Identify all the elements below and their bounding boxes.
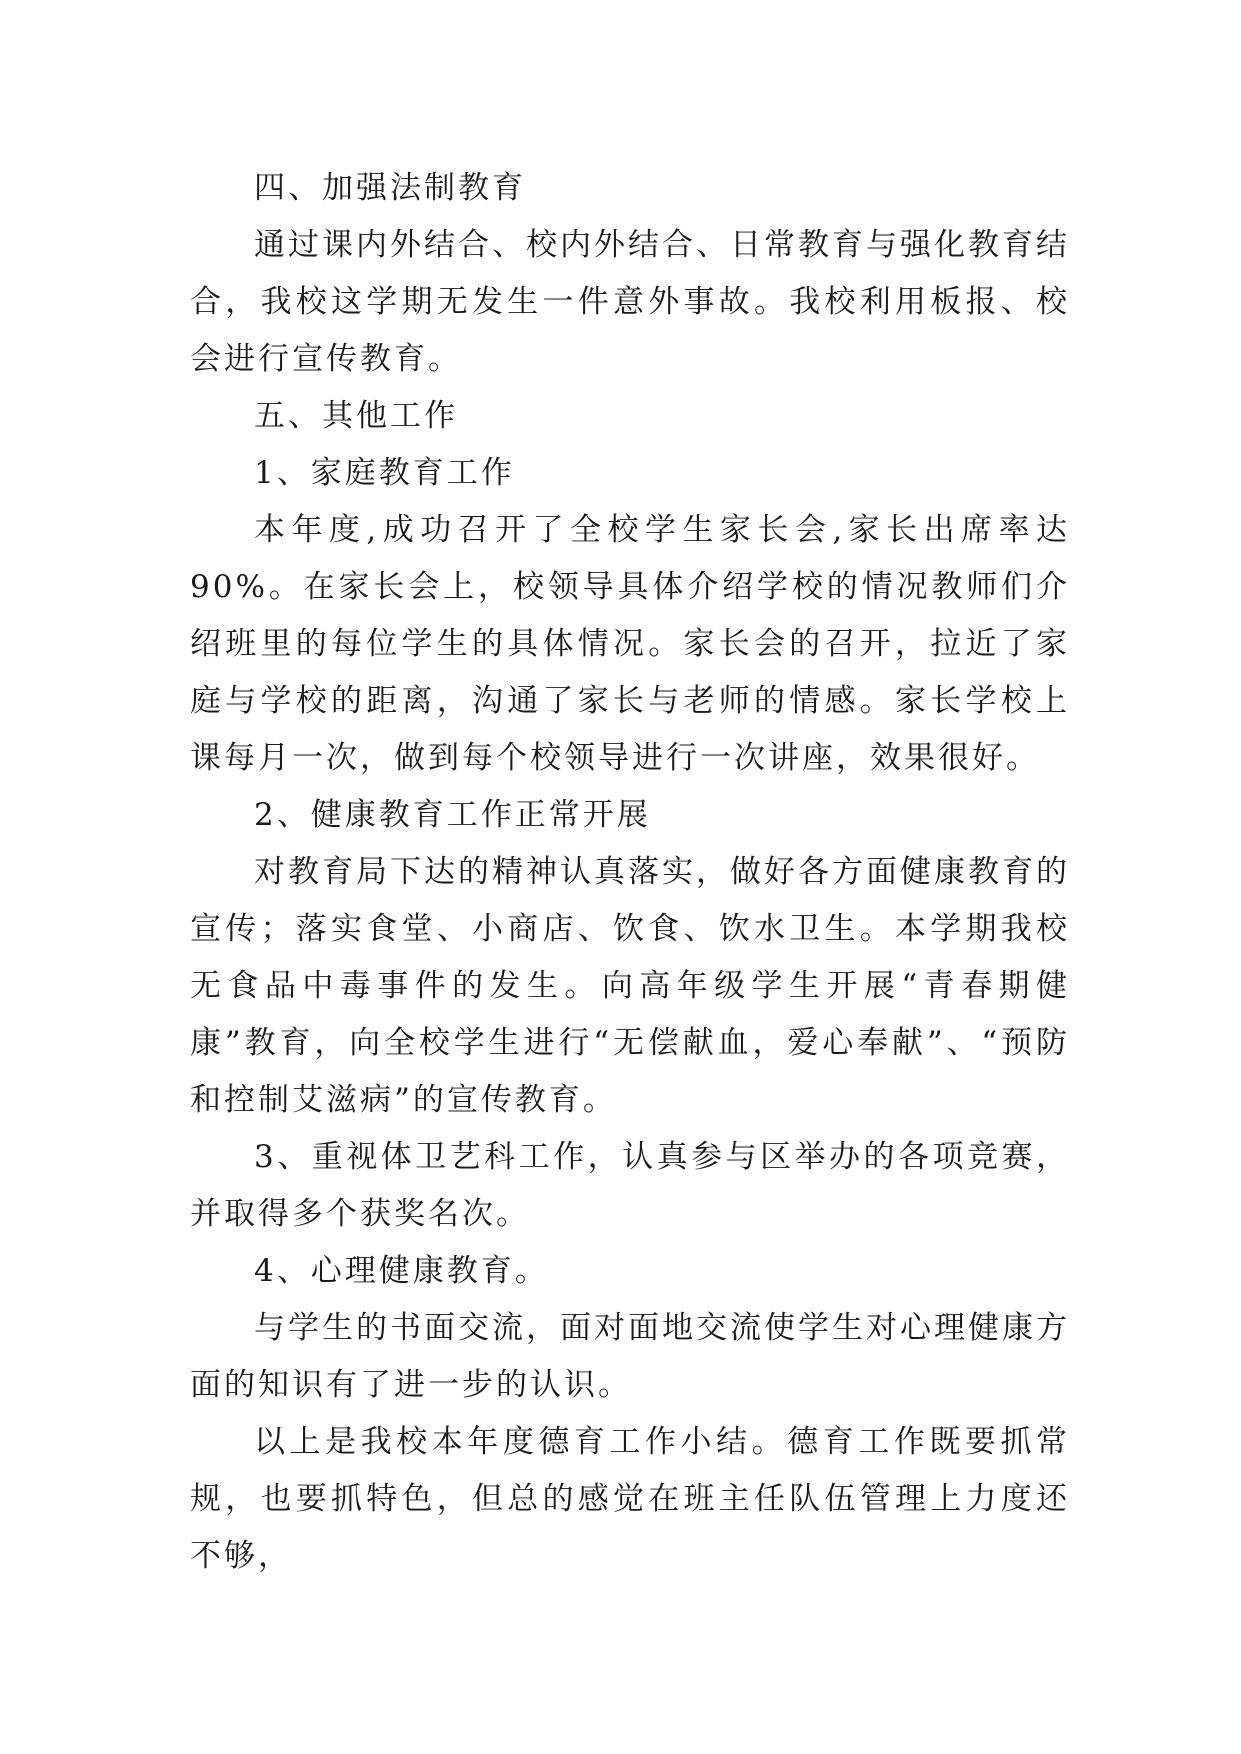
paragraph-mental-health: 与学生的书面交流，面对面地交流使学生对心理健康方面的知识有了进一步的认识。 bbox=[190, 1310, 1070, 1403]
section-heading-legal-education: 四、加强法制教育 bbox=[254, 170, 526, 206]
document-body bbox=[190, 160, 1070, 1585]
section-heading-other-work: 五、其他工作 bbox=[254, 398, 458, 434]
paragraph-summary: 以上是我校本年度德育工作小结。德育工作既要抓常规，也要抓特色，但总的感觉在班主任队伍管理上力度还不够， bbox=[190, 1424, 1070, 1574]
subheading-health-education: 2、健康教育工作正常开展 bbox=[254, 797, 651, 833]
paragraph-sports-arts-science: 3、重视体卫艺科工作，认真参与区举办的各项竞赛，并取得多个获奖名次。 bbox=[190, 1139, 1070, 1232]
paragraph-legal-education: 通过课内外结合、校内外结合、日常教育与强化教育结合，我校这学期无发生一件意外事故。我校利用板报、校会进行宣传教育。 bbox=[190, 227, 1070, 377]
subheading-mental-health: 4、心理健康教育。 bbox=[254, 1253, 549, 1289]
paragraph-health-education: 对教育局下达的精神认真落实，做好各方面健康教育的宣传；落实食堂、小商店、饮食、饮水卫生。本学期我校无食品中毒事件的发生。向高年级学生开展“青春期健康”教育，向全校学生进行“无偿献血，爱心奉献”、“预防和控制艾滋病”的宣传教育。 bbox=[190, 854, 1070, 1118]
paragraph-family-education: 本年度,成功召开了全校学生家长会,家长出席率达90%。在家长会上，校领导具体介绍学校的情况教师们介绍班里的每位学生的具体情况。家长会的召开，拉近了家庭与学校的距离，沟通了家长与老师的情感。家长学校上课每月一次，做到每个校领导进行一次讲座，效果很好。 bbox=[190, 512, 1070, 776]
subheading-family-education: 1、家庭教育工作 bbox=[254, 455, 515, 491]
